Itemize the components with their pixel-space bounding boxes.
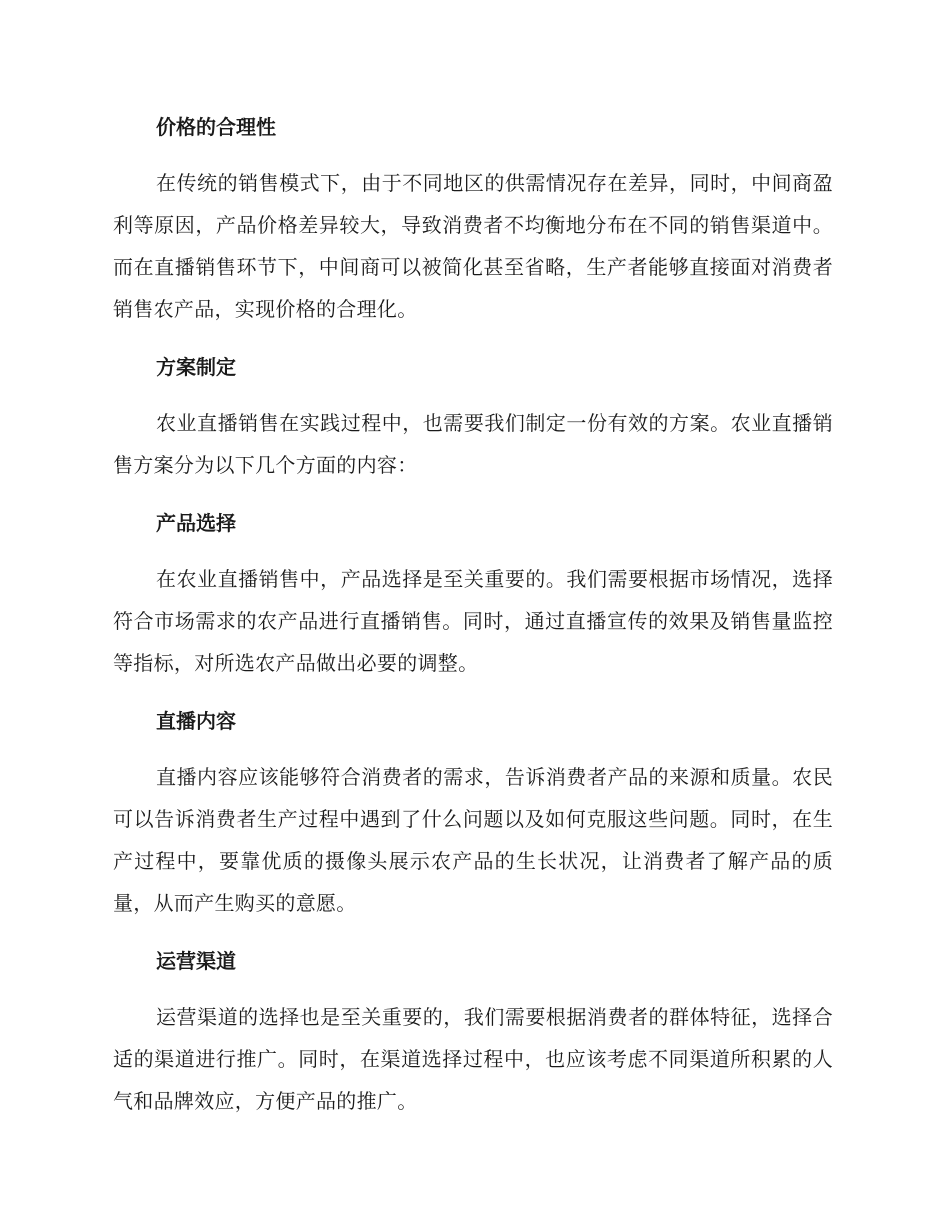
section-heading: 直播内容 [156,709,236,733]
section-heading: 运营渠道 [156,949,236,973]
document-page [113,108,833,1140]
section-operation-channels [113,942,833,1122]
section-paragraph: 在农业直播销售中，产品选择是至关重要的。我们需要根据市场情况，选择符合市场需求的农产品进行直播销售。同时，通过直播宣传的效果及销售量监控等指标，对所选农产品做出必要的调整。 [113,567,833,675]
section-paragraph: 运营渠道的选择也是至关重要的，我们需要根据消费者的群体特征，选择合适的渠道进行推广。同时，在渠道选择过程中，也应该考虑不同渠道所积累的人气和品牌效应，方便产品的推广。 [113,1005,833,1113]
section-price-rationality [113,108,833,330]
section-product-selection [113,504,833,684]
section-heading: 产品选择 [156,511,236,535]
section-paragraph: 直播内容应该能够符合消费者的需求，告诉消费者产品的来源和质量。农民可以告诉消费者生产过程中遇到了什么问题以及如何克服这些问题。同时，在生产过程中，要靠优质的摄像头展示农产品的生长状况，让消费者了解产品的质量，从而产生购买的意愿。 [113,765,833,915]
section-live-content [113,702,833,924]
section-paragraph: 在传统的销售模式下，由于不同地区的供需情况存在差异，同时，中间商盈利等原因，产品价格差异较大，导致消费者不均衡地分布在不同的销售渠道中。而在直播销售环节下，中间商可以被简化甚至省略，生产者能够直接面对消费者销售农产品，实现价格的合理化。 [113,171,833,321]
section-plan-making [113,348,833,486]
section-paragraph: 农业直播销售在实践过程中，也需要我们制定一份有效的方案。农业直播销售方案分为以下几个方面的内容： [113,411,833,477]
section-heading: 方案制定 [156,355,236,379]
section-heading: 价格的合理性 [156,115,276,139]
